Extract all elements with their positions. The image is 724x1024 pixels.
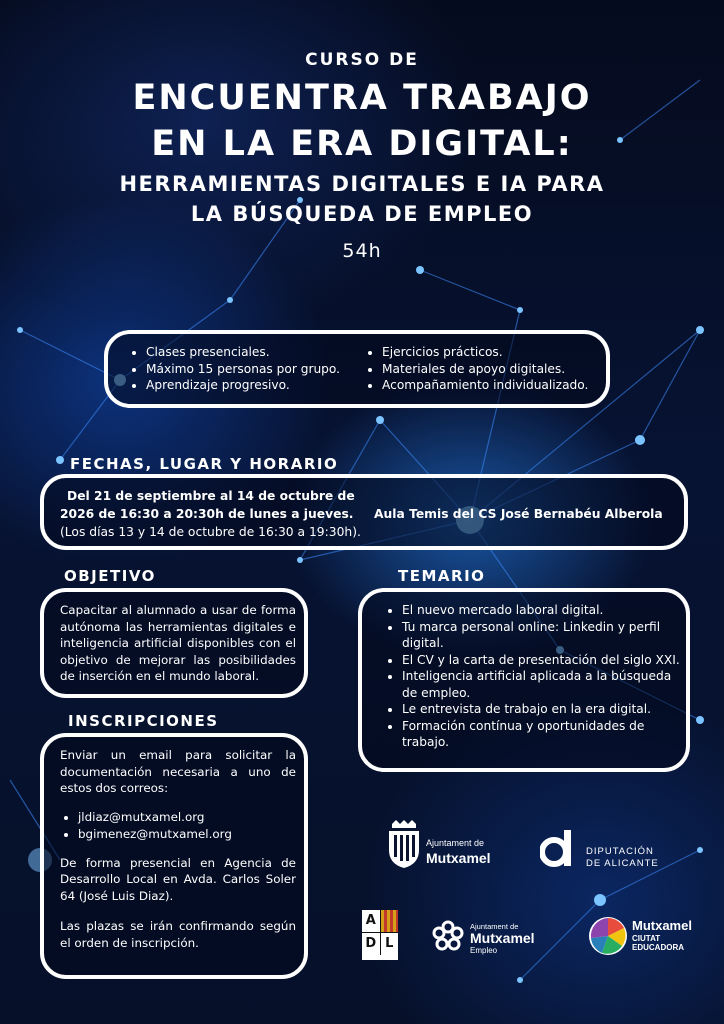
schedule-dates-line-1: Del 21 de septiembre al 14 de octubre de — [67, 489, 355, 503]
temario-item: • Tu marca personal online: Linkedin y perfil digital. — [402, 619, 688, 652]
objetivo-text: Capacitar al alumnado a usar de forma autónoma las herramientas digitales e inteligencia artificial disponibles con el objetivo de mejorar las posibilidades de inserción en el mundo laboral. — [60, 603, 296, 683]
diputacion-label-2: DE ALICANTE — [586, 858, 659, 869]
temario-item: • Le entrevista de trabajo en la era digital. — [402, 701, 688, 718]
feature-item: • Aprendizaje progresivo. — [146, 377, 340, 394]
ajuntament-small-label: Ajuntament de — [426, 838, 485, 848]
course-kicker: CURSO DE — [305, 50, 419, 70]
ciutat-name-label: Mutxamel — [632, 918, 692, 933]
schedule-dates-line-2: 2026 de 16:30 a 20:30h de lunes a jueves. — [60, 507, 354, 521]
email-link[interactable]: • bgimenez@mutxamel.org — [78, 826, 296, 843]
course-subtitle-line-2: LA BÚSQUEDA DE EMPLEO — [190, 202, 534, 226]
inscripciones-box — [40, 733, 308, 979]
temario-item: • Inteligencia artificial aplicada a la búsqueda de empleo. — [402, 668, 688, 701]
inscripciones-confirm: Las plazas se irán confirmando según el orden de inscripción. — [60, 919, 296, 950]
course-hours: 54h — [342, 240, 382, 262]
objetivo-box — [40, 588, 308, 698]
email-list — [60, 809, 296, 843]
objetivo-heading: OBJETIVO — [64, 567, 156, 585]
features-list-right — [364, 344, 588, 394]
inscripciones-heading: INSCRIPCIONES — [68, 712, 219, 730]
feature-item: • Materiales de apoyo digitales. — [382, 361, 588, 378]
mutxamel-coat-of-arms-logo — [386, 818, 422, 870]
adl-letter: L — [385, 936, 394, 951]
ciutat-label-1: CIUTAT — [632, 934, 661, 943]
feature-item: • Acompañamiento individualizado. — [382, 377, 588, 394]
temario-box — [358, 588, 690, 772]
schedule-box — [40, 474, 688, 550]
schedule-dates-line-3: (Los días 13 y 14 de octubre de 16:30 a 19:30h). — [60, 525, 361, 539]
flag-icon — [381, 910, 399, 932]
inscripciones-presencial: De forma presencial en Agencia de Desarrollo Local en Avda. Carlos Soler 64 (José Luis Diaz). — [60, 855, 296, 903]
schedule-heading: FECHAS, LUGAR Y HORARIO — [70, 455, 339, 473]
flower-icon — [432, 920, 464, 952]
adl-logo — [362, 910, 398, 960]
features-box — [104, 330, 610, 408]
feature-item: • Clases presenciales. — [146, 344, 340, 361]
course-subtitle-line-1: HERRAMIENTAS DIGITALES E IA PARA — [119, 172, 605, 196]
course-title-line-2: EN LA ERA DIGITAL: — [151, 124, 573, 164]
schedule-dates — [60, 487, 361, 541]
course-title-line-1: ENCUENTRA TRABAJO — [132, 78, 592, 118]
inscripciones-intro: Enviar un email para solicitar la documentación necesaria a uno de estos dos correos: — [60, 748, 296, 795]
ciutat-label-2: EDUCADORA — [632, 943, 684, 952]
feature-item: • Máximo 15 personas por grupo. — [146, 361, 340, 378]
temario-item: • El nuevo mercado laboral digital. — [402, 602, 688, 619]
temario-heading: TEMARIO — [398, 567, 486, 585]
schedule-place: Aula Temis del CS José Bernabéu Alberola — [374, 507, 663, 521]
adl-letter: A — [362, 910, 381, 932]
temario-list — [384, 602, 688, 751]
features-list-left — [128, 344, 340, 394]
temario-item: • El CV y la carta de presentación del siglo XXI. — [402, 652, 688, 669]
empleo-sub-label: Empleo — [470, 946, 498, 955]
diputacion-logo — [540, 828, 584, 868]
empleo-small-label: Ajuntament de — [470, 922, 519, 931]
ciutat-educadora-logo — [588, 916, 628, 956]
feature-item: • Ejercicios prácticos. — [382, 344, 588, 361]
temario-item: • Formación contínua y oportunidades de trabajo. — [402, 718, 688, 751]
diputacion-label-1: DIPUTACIÓN — [586, 846, 654, 857]
adl-letter: D — [362, 933, 381, 955]
empleo-name-label: Mutxamel — [470, 930, 535, 946]
ajuntament-name-label: Mutxamel — [426, 850, 491, 866]
email-link[interactable]: • jldiaz@mutxamel.org — [78, 809, 296, 826]
